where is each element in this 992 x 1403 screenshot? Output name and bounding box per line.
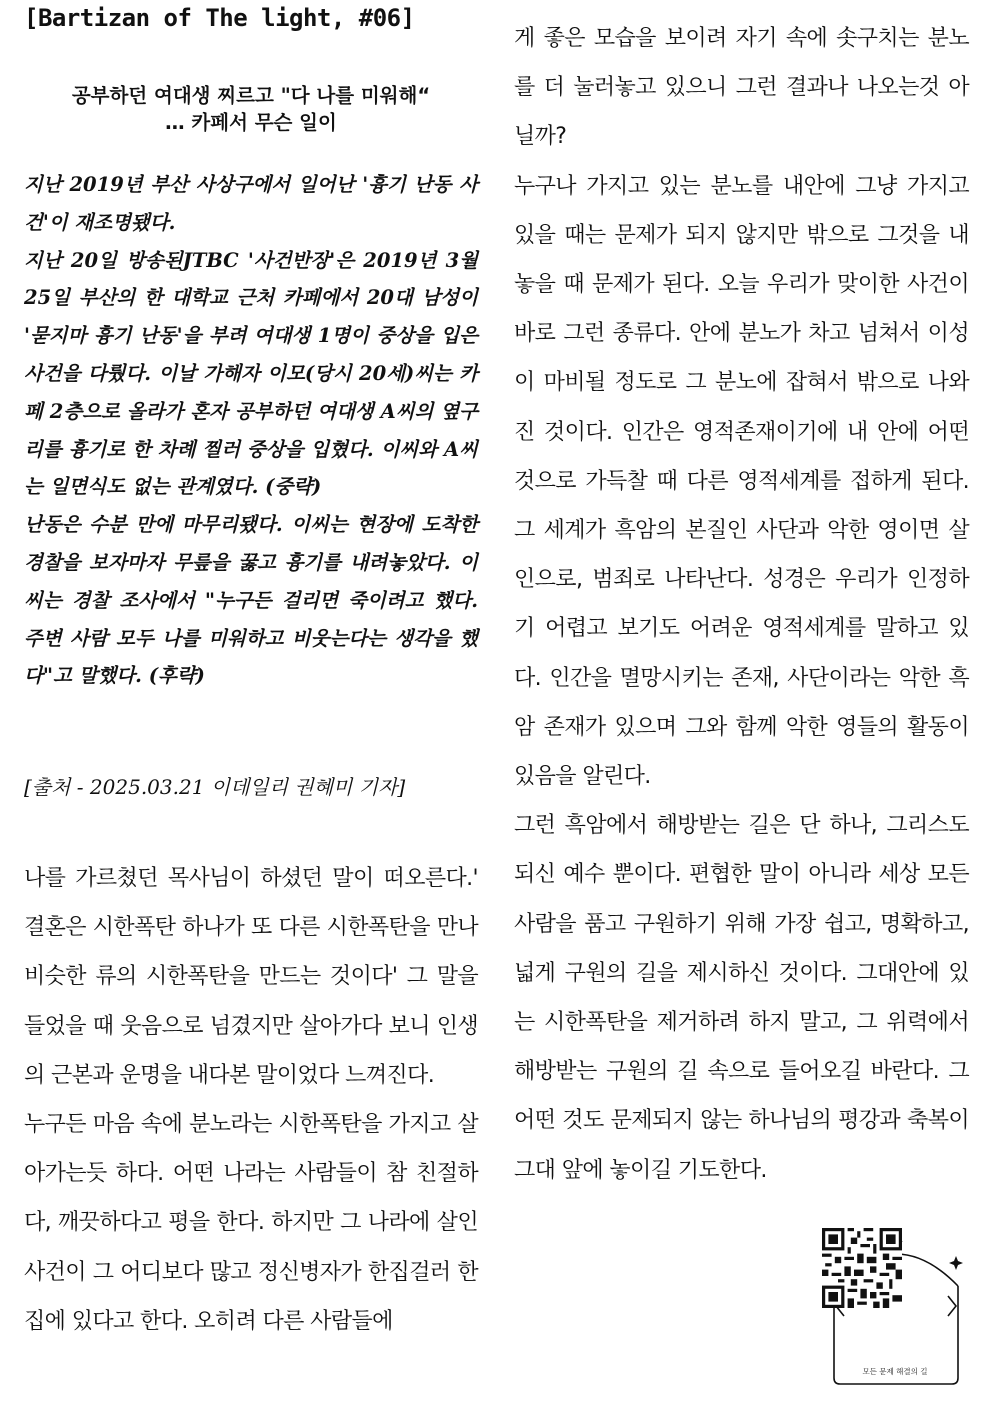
news-quote [24, 166, 478, 695]
qr-badge [822, 1228, 970, 1388]
essay-paragraph: 나를 가르쳤던 목사님이 하셨던 말이 떠오른다.' 결혼은 시한폭탄 하나가 또 다른 시한폭탄을 만나 비슷한 류의 시한폭탄을 만드는 것이다' 그 말을 들었을 때 웃음으로 넘겼지만 살아가다 보니 인생의 근본과 운명을 내다본 말이었다 느껴진다. [24, 866, 478, 1088]
essay-right-column [514, 14, 969, 1195]
quote-paragraph: 지난 20일 방송된JTBC '사건반장'은 2019년 3월 25일 부산의 한 대학교 근처 카페에서 20대 남성이 '묻지마 흉기 난동'을 부려 여대생 1명이 중상을 입은 사건을 다뤘다. 이날 가해자 이모(당시 20세)씨는 카페 2층으로 올라가 혼자 공부하던 여대생 A씨의 옆구리를 흉기로 한 차례 찔러 중상을 입혔다. 이씨와 A씨는 일면식도 없는 관계였다. (중략) [24, 248, 478, 499]
series-tag: [Bartizan of The light, #06] [24, 4, 415, 32]
qr-caption: 모든 문제 해결의 길 [862, 1367, 928, 1376]
quote-paragraph: 지난 2019년 부산 사상구에서 일어난 '흉기 난동 사건'이 재조명됐다. [24, 173, 478, 234]
news-source: [출처 - 2025.03.21 이데일리 권혜미 기자] [24, 775, 406, 799]
essay-left-column [24, 854, 478, 1346]
headline-line-1: 공부하던 여대생 찌르고 "다 나를 미워해“ [71, 84, 431, 107]
headline-line-2: … 카페서 무슨 일이 [165, 111, 337, 134]
essay-paragraph: 그런 흑암에서 해방받는 길은 단 하나, 그리스도 되신 예수 뿐이다. 편협한 말이 아니라 세상 모든 사람을 품고 구원하기 위해 가장 쉽고, 명확하고, 넓게 구원의 길을 제시하신 것이다. 그대안에 있는 시한폭탄을 제거하려 하지 말고, 그 위력에서 해방받는 구원의 길 속으로 들어오길 바란다. 그 어떤 것도 문제되지 않는 하나님의 평강과 축복이 그대 앞에 놓이길 기도한다. [514, 813, 969, 1183]
news-headline [24, 82, 478, 136]
quote-paragraph: 난동은 수분 만에 마무리됐다. 이씨는 현장에 도착한 경찰을 보자마자 무릎을 꿇고 흉기를 내려놓았다. 이씨는 경찰 조사에서 "누구든 걸리면 죽이려고 했다. 주변 사람 모두 나를 미워하고 비웃는다는 생각을 했다"고 말했다. (후략) [24, 513, 478, 688]
essay-paragraph: 게 좋은 모습을 보이려 자기 속에 솟구치는 분노를 더 눌러놓고 있으니 그런 결과나 나오는것 아닐까? [514, 26, 969, 150]
qr-code-icon [822, 1228, 902, 1308]
essay-paragraph: 누구나 가지고 있는 분노를 내안에 그냥 가지고 있을 때는 문제가 되지 않지만 밖으로 그것을 내놓을 때 문제가 된다. 오늘 우리가 맞이한 사건이 바로 그런 종류다. 안에 분노가 차고 넘쳐서 이성이 마비될 정도로 그 분노에 잡혀서 밖으로 나와진 것이다. 인간은 영적존재이기에 내 안에 어떤 것으로 가득찰 때 다른 영적세계를 접하게 된다. 그 세계가 흑암의 본질인 사단과 악한 영이면 살인으로, 범죄로 나타난다. 성경은 우리가 인정하기 어렵고 보기도 어려운 영적세계를 말하고 있다. 인간을 멸망시키는 존재, 사단이라는 악한 흑암 존재가 있으며 그와 함께 악한 영들의 활동이 있음을 알린다. [514, 173, 969, 790]
essay-paragraph: 누구든 마음 속에 분노라는 시한폭탄을 가지고 살아가는듯 하다. 어떤 나라는 사람들이 참 친절하다, 깨끗하다고 평을 한다. 하지만 그 나라에 살인사건이 그 어디보다 많고 정신병자가 한집걸러 한 집에 있다고 한다. 오히려 다른 사람들에 [24, 1112, 478, 1334]
